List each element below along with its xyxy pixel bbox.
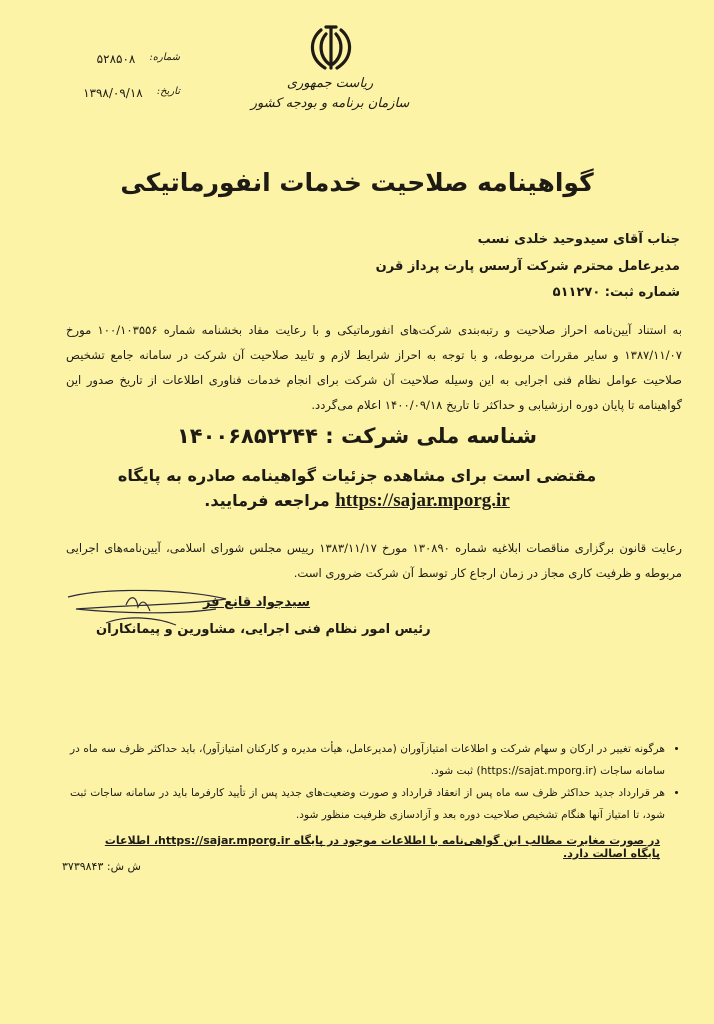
compliance-paragraph: رعایت قانون برگزاری مناقصات ابلاغیه شماره ۱۳۰۸۹۰ مورخ ۱۳۸۳/۱۱/۱۷ رییس مجلس شورای اسلامی، آیین‌نامه‌های اجرایی مربوطه و ظرفیت کاری مجاز در زمان ارجاع کار توسط آن شرکت ضروری است. <box>66 541 683 580</box>
letter-number-label: شماره: <box>149 52 180 63</box>
registration-value: ۵۱۱۲۷۰ <box>552 285 601 300</box>
letter-date-value: ۱۳۹۸/۰۹/۱۸ <box>83 86 143 100</box>
view-notice-suffix: مراجعه فرمایید. <box>204 491 330 510</box>
registration-number <box>553 285 680 300</box>
body-paragraph: به استناد آیین‌نامه احراز صلاحیت و رتبه‌بندی شرکت‌های انفورماتیکی و با رعایت مفاد بخشنامه شماره ۱۰۰/۱۰۳۵۵۶ مورخ ۱۳۸۷/۱۱/۰۷ و سایر مقررات مربوطه، و با توجه به احراز شرایط لازم و تایید صلاحیت آن شرکت در سامانه جامع تشخیص صلاحیت عوامل نظام فنی اجرایی به این وسیله صلاحیت آن شرکت برای انجام خدمات فناوری اطلاعات از تاریخ صدور این گواهینامه تا پایان دوره ارزشیابی و حداکثر تا تاریخ ۱۴۰۰/۰۹/۱۸ اعلام می‌گردد. <box>66 323 682 412</box>
addressee-name: جناب آقای سیدوحید خلدی نسب <box>477 232 680 247</box>
organization-name <box>230 74 430 114</box>
letter-date-label: تاریخ: <box>156 86 180 97</box>
notes-list <box>70 738 679 826</box>
signatory-position: رئیس امور نظام فنی اجرایی، مشاورین و پیمانکاران <box>96 622 431 637</box>
reference-label: ش ش: <box>106 860 141 873</box>
letter-date <box>50 86 180 100</box>
registration-label: شماره ثبت: <box>604 285 680 300</box>
reference-value: ۳۷۳۹۸۴۳ <box>62 860 104 873</box>
national-id-value: ۱۴۰۰۶۸۵۲۲۴۴ <box>176 424 318 448</box>
org-line-budget: سازمان برنامه و بودجه کشور <box>250 96 410 111</box>
national-id-label: شناسه ملی شرکت : <box>325 424 538 448</box>
view-notice-url-line <box>0 490 714 512</box>
signatory-name: سیدجواد قانع فر <box>202 595 310 610</box>
document-title: گواهینامه صلاحیت خدمات انفورماتیکی <box>120 168 594 197</box>
national-id <box>0 424 714 448</box>
view-notice-line: مقتضی است برای مشاهده جزئیات گواهینامه صادره به پایگاه <box>117 466 597 485</box>
addressee-position: مدیرعامل محترم شرکت آرسس پارت پرداز قرن <box>375 259 680 274</box>
letter-number <box>50 52 180 66</box>
org-line-presidency: ریاست جمهوری <box>286 76 374 91</box>
note-item: • هرگونه تغییر در ارکان و سهام شرکت و اطلاعات امتیازآوران (مدیرعامل، هیأت مدیره و کارکنان امتیازآور)، باید حداکثر ظرف سه ماه در سامانه ساجات (https://sajat.mporg.ir) ثبت شود. <box>70 738 665 782</box>
sajar-link[interactable]: https://sajar.mporg.ir <box>335 490 510 511</box>
discrepancy-note: در صورت مغایرت مطالب این گواهی‌نامه با اطلاعات موجود در پایگاه https://sajar.mporg.ir، اطلاعات پایگاه اصالت دارد. <box>104 834 660 860</box>
note-item: • هر قرارداد جدید حداکثر ظرف سه ماه پس از انعقاد قرارداد و صورت وضعیت‌های جدید پس از تأیید کارفرما باید در سامانه ساجات ثبت شود، تا امتیاز آنها هنگام تشخیص صلاحیت دوره بعد و آزادسازی ظرفیت منظور شود. <box>70 782 665 826</box>
iran-emblem-icon <box>305 22 357 74</box>
reference-number <box>62 860 141 873</box>
letter-number-value: ۵۲۸۵۰۸ <box>96 52 136 66</box>
